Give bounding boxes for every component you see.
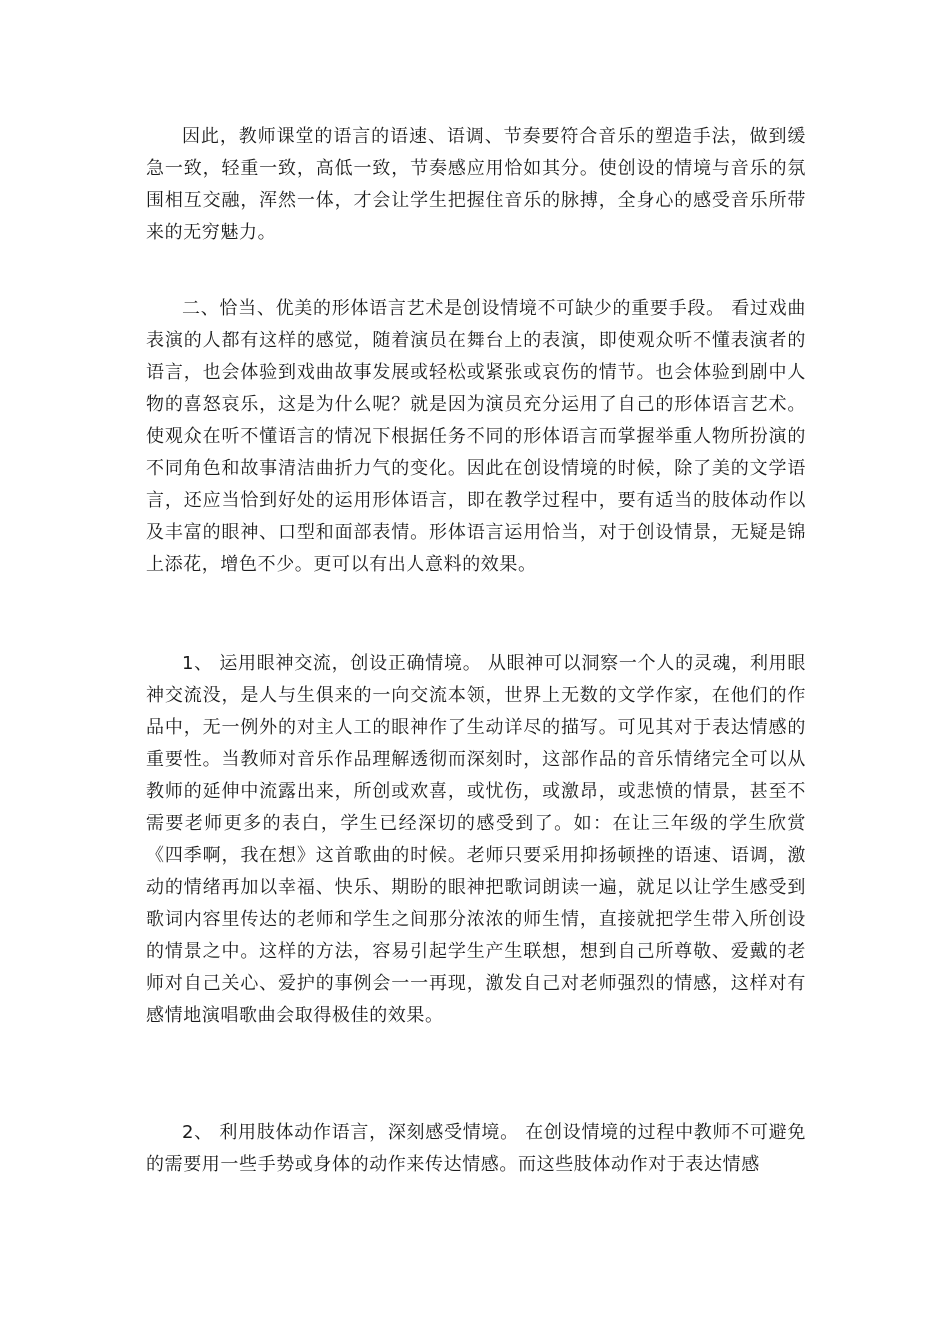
paragraph-body-language: 二、恰当、优美的形体语言艺术是创设情境不可缺少的重要手段。 看过戏曲表演的人都有这样的感觉，随着演员在舞台上的表演，即使观众听不懂表演者的语言，也会体验到戏曲故事发展或轻松或紧张或哀伤的情节。也会体验到剧中人物的喜怒哀乐，这是为什么呢？就是因为演员充分运用了自己的形体语言艺术。使观众在听不懂语言的情况下根据任务不同的形体语言而掌握举重人物所扮演的不同角色和故事清洁曲折力气的变化。因此在创设情境的时候，除了美的文学语言，还应当恰到好处的运用形体语言，即在教学过程中，要有适当的肢体动作以及丰富的眼神、口型和面部表情。形体语言运用恰当，对于创设情景，无疑是锦上添花，增色不少。更可以有出人意料的效果。 bbox=[146, 298, 806, 575]
paragraph-speech-rhythm: 因此，教师课堂的语言的语速、语调、节奏要符合音乐的塑造手法，做到缓急一致，轻重一致，高低一致，节奏感应用恰如其分。使创设的情境与音乐的氛围相互交融，浑然一体，才会让学生把握住音乐的脉搏，全身心的感受音乐所带来的无穷魅力。 bbox=[146, 126, 806, 243]
paragraph-eye-contact: 1、 运用眼神交流，创设正确情境。 从眼神可以洞察一个人的灵魂，利用眼神交流没，是人与生俱来的一向交流本领，世界上无数的文学作家，在他们的作品中，无一例外的对主人工的眼神作了生动详尽的描写。可见其对于表达情感的重要性。当教师对音乐作品理解透彻而深刻时，这部作品的音乐情绪完全可以从教师的延伸中流露出来，所创或欢喜，或忧伤，或激昂，或悲愤的情景，甚至不需要老师更多的表白，学生已经深切的感受到了。如：在让三年级的学生欣赏《四季啊，我在想》这首歌曲的时候。老师只要采用抑扬顿挫的语速、语调，激动的情绪再加以幸福、快乐、期盼的眼神把歌词朗读一遍，就足以让学生感受到歌词内容里传达的老师和学生之间那分浓浓的师生情，直接就把学生带入所创设的情景之中。这样的方法，容易引起学生产生联想，想到自己所尊敬、爱戴的老师对自己关心、爱护的事例会一一再现，激发自己对老师强烈的情感，这样对有感情地演唱歌曲会取得极佳的效果。 bbox=[146, 653, 806, 1026]
paragraph-gesture-language: 2、 利用肢体动作语言，深刻感受情境。 在创设情境的过程中教师不可避免的需要用一些手势或身体的动作来传达情感。而这些肢体动作对于表达情感 bbox=[146, 1122, 806, 1175]
